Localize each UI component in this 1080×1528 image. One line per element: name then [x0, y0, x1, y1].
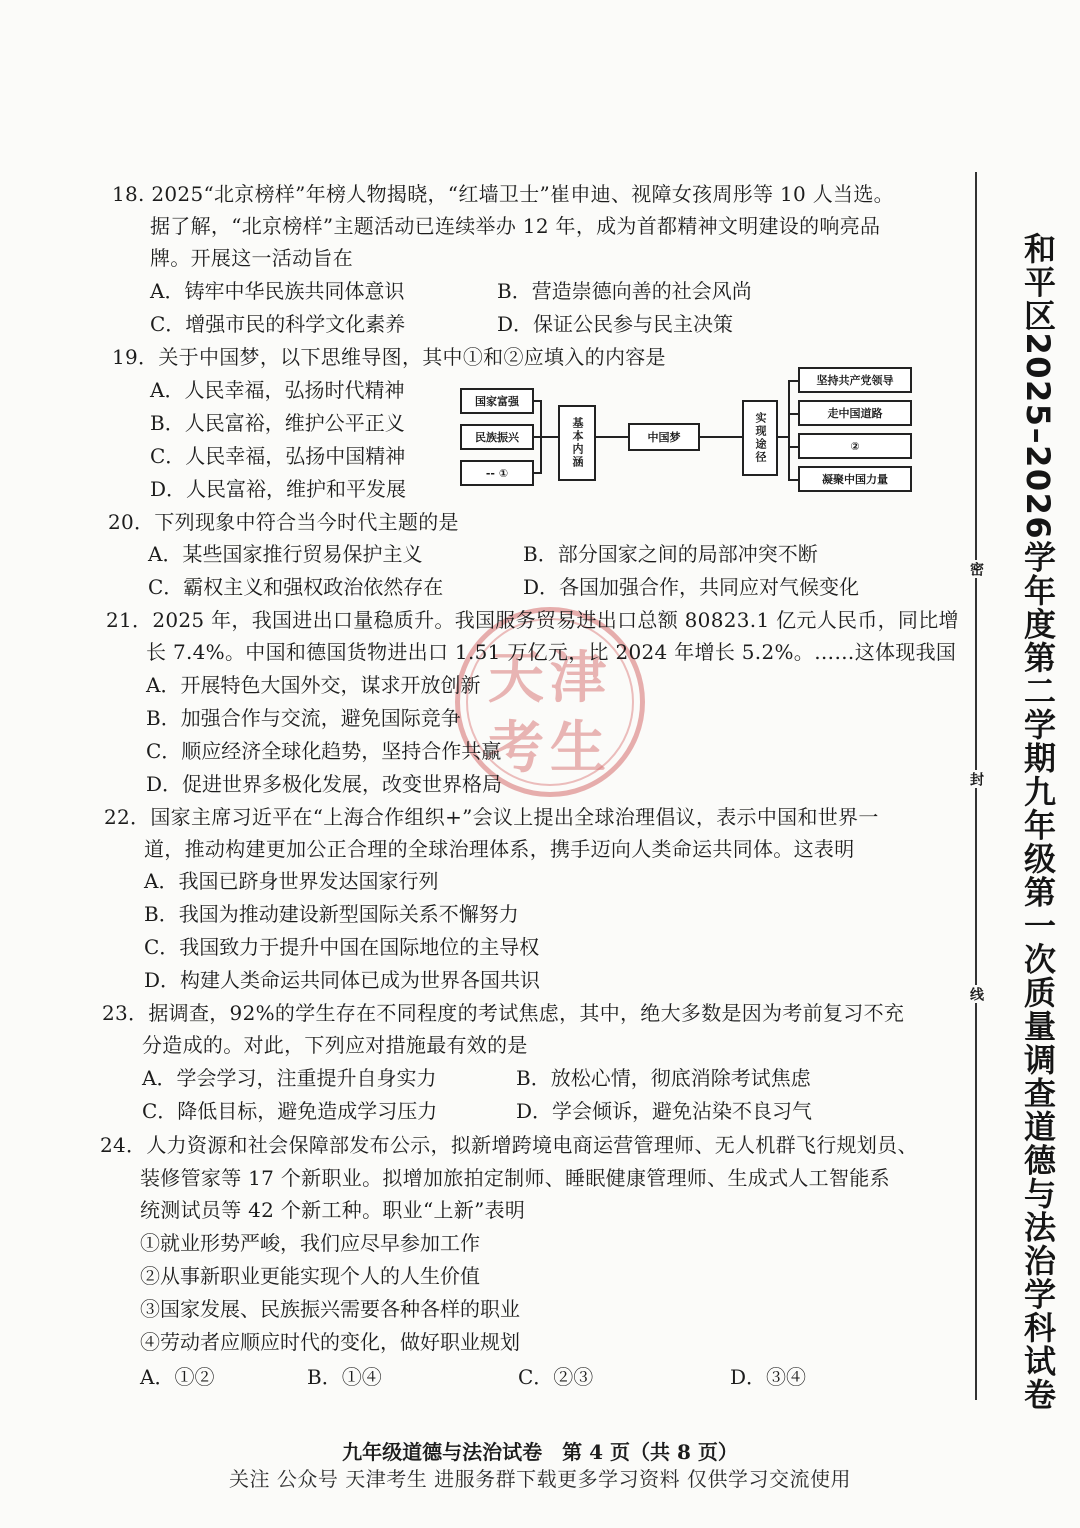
q22-option-d[interactable]: D．构建人类命运共同体已成为世界各国共识	[144, 968, 541, 992]
q20-stem-1: 20．下列现象中符合当今时代主题的是	[108, 510, 459, 534]
q21-option-c[interactable]: C．顺应经济全球化趋势，坚持合作共赢	[146, 739, 502, 763]
q19-option-c[interactable]: C．人民幸福，弘扬中国精神	[150, 444, 406, 468]
binding-mark-fold: 封	[968, 772, 984, 786]
page-number: 九年级道德与法治试卷 第 4 页（共 8 页）	[342, 1440, 738, 1464]
mm-center-node: 中国梦	[628, 423, 700, 451]
q21-stem-1: 21．2025 年，我国进出口量稳质升。我国服务贸易进出口总额 80823.1 亿元人民币，同比增	[106, 608, 959, 632]
watermark-stamp	[455, 607, 645, 797]
q22-stem-2: 道，推动构建更加公正合理的全球治理体系，携手迈向人类命运共同体。这表明	[144, 837, 855, 861]
mm-path-node: 实现途径	[742, 400, 778, 476]
q24-statement-4: ④劳动者应顺应时代的变化，做好职业规划	[140, 1330, 520, 1354]
q18-option-d[interactable]: D．保证公民参与民主决策	[497, 312, 734, 336]
q22-option-b[interactable]: B．我国为推动建设新型国际关系不懈努力	[144, 902, 519, 926]
q23-stem-2: 分造成的。对此，下列应对措施最有效的是	[142, 1033, 528, 1057]
q24-option-a[interactable]: A．①②	[140, 1365, 215, 1389]
q23-option-c[interactable]: C．降低目标，避免造成学习压力	[142, 1099, 438, 1123]
mm-right-4: 凝聚中国力量	[798, 466, 912, 492]
q20-option-a[interactable]: A．某些国家推行贸易保护主义	[148, 542, 423, 566]
mm-left-3: -- ①	[460, 460, 534, 486]
q23-option-d[interactable]: D．学会倾诉，避免沾染不良习气	[516, 1099, 813, 1123]
q20-option-d[interactable]: D．各国加强合作，共同应对气候变化	[523, 575, 860, 599]
q19-option-b[interactable]: B．人民富裕，维护公平正义	[150, 411, 405, 435]
footer-note: 关注 公众号 天津考生 进服务群下载更多学习资料 仅供学习交流使用	[229, 1467, 851, 1491]
mm-left-1: 国家富强	[460, 388, 534, 414]
q19-option-a[interactable]: A．人民幸福，弘扬时代精神	[150, 378, 405, 402]
q24-option-b[interactable]: B．①④	[307, 1365, 382, 1389]
stamp-line-1: 天津	[488, 645, 612, 711]
q24-statement-1: ①就业形势严峻，我们应尽早参加工作	[140, 1231, 480, 1255]
q18-stem-2: 据了解，“北京榜样”主题活动已连续举办 12 年，成为首都精神文明建设的响亮品	[150, 214, 881, 238]
stamp-line-2: 考生	[488, 715, 612, 781]
q21-option-b[interactable]: B．加强合作与交流，避免国际竞争	[146, 706, 461, 730]
mm-right-3: ②	[798, 433, 912, 459]
q23-stem-1: 23．据调查，92%的学生存在不同程度的考试焦虑，其中，绝大多数是因为考前复习不充	[102, 1001, 905, 1025]
q22-option-a[interactable]: A．我国已跻身世界发达国家行列	[144, 869, 439, 893]
mm-left-2: 民族振兴	[460, 424, 534, 450]
q21-stem-2: 长 7.4%。中国和德国货物进出口 1.51 万亿元，比 2024 年增长 5.2%。……这体现我国	[146, 640, 957, 664]
q18-option-a[interactable]: A．铸牢中华民族共同体意识	[150, 279, 405, 303]
q18-stem-1: 18. 2025“北京榜样”年榜人物揭晓，“红墙卫士”崔申迪、视障女孩周彤等 10 人当选。	[112, 182, 894, 206]
q24-stem-1: 24．人力资源和社会保障部发布公示，拟新增跨境电商运营管理师、无人机群飞行规划员、	[100, 1133, 918, 1157]
q18-option-b[interactable]: B．营造崇德向善的社会风尚	[497, 279, 752, 303]
mm-right-1: 坚持共产党领导	[798, 367, 912, 393]
binding-mark-seal: 密	[968, 562, 984, 576]
q21-option-d[interactable]: D．促进世界多极化发展，改变世界格局	[146, 772, 503, 796]
exam-title-vertical: 和平区2025–2026学年度第二学期九年级第一次质量调查道德与法治学科试卷	[1019, 232, 1057, 1412]
q19-option-d[interactable]: D．人民富裕，维护和平发展	[150, 477, 407, 501]
q18-stem-3: 牌。开展这一活动旨在	[150, 246, 353, 270]
q24-stem-2: 装修管家等 17 个新职业。拟增加旅拍定制师、睡眠健康管理师、生成式人工智能系	[140, 1166, 890, 1190]
q21-option-a[interactable]: A．开展特色大国外交，谋求开放创新	[146, 673, 481, 697]
q24-option-c[interactable]: C．②③	[518, 1365, 594, 1389]
q18-option-c[interactable]: C．增强市民的科学文化素养	[150, 312, 406, 336]
q24-statement-3: ③国家发展、民族振兴需要各种各样的职业	[140, 1297, 520, 1321]
q20-option-c[interactable]: C．霸权主义和强权政治依然存在	[148, 575, 444, 599]
q23-option-a[interactable]: A．学会学习，注重提升自身实力	[142, 1066, 437, 1090]
q22-stem-1: 22．国家主席习近平在“上海合作组织+”会议上提出全球治理倡议，表示中国和世界一	[104, 805, 879, 829]
q24-stem-3: 统测试员等 42 个新工种。职业“上新”表明	[140, 1198, 526, 1222]
q22-option-c[interactable]: C．我国致力于提升中国在国际地位的主导权	[144, 935, 540, 959]
q23-option-b[interactable]: B．放松心情，彻底消除考试焦虑	[516, 1066, 811, 1090]
q19-stem-1: 19．关于中国梦，以下思维导图，其中①和②应填入的内容是	[112, 345, 666, 369]
q24-statement-2: ②从事新职业更能实现个人的人生价值	[140, 1264, 480, 1288]
mm-content-node: 基本内涵	[558, 405, 596, 481]
q24-option-d[interactable]: D．③④	[730, 1365, 807, 1389]
q20-option-b[interactable]: B．部分国家之间的局部冲突不断	[523, 542, 818, 566]
mm-right-2: 走中国道路	[798, 400, 912, 426]
binding-mark-line: 线	[968, 987, 984, 1001]
